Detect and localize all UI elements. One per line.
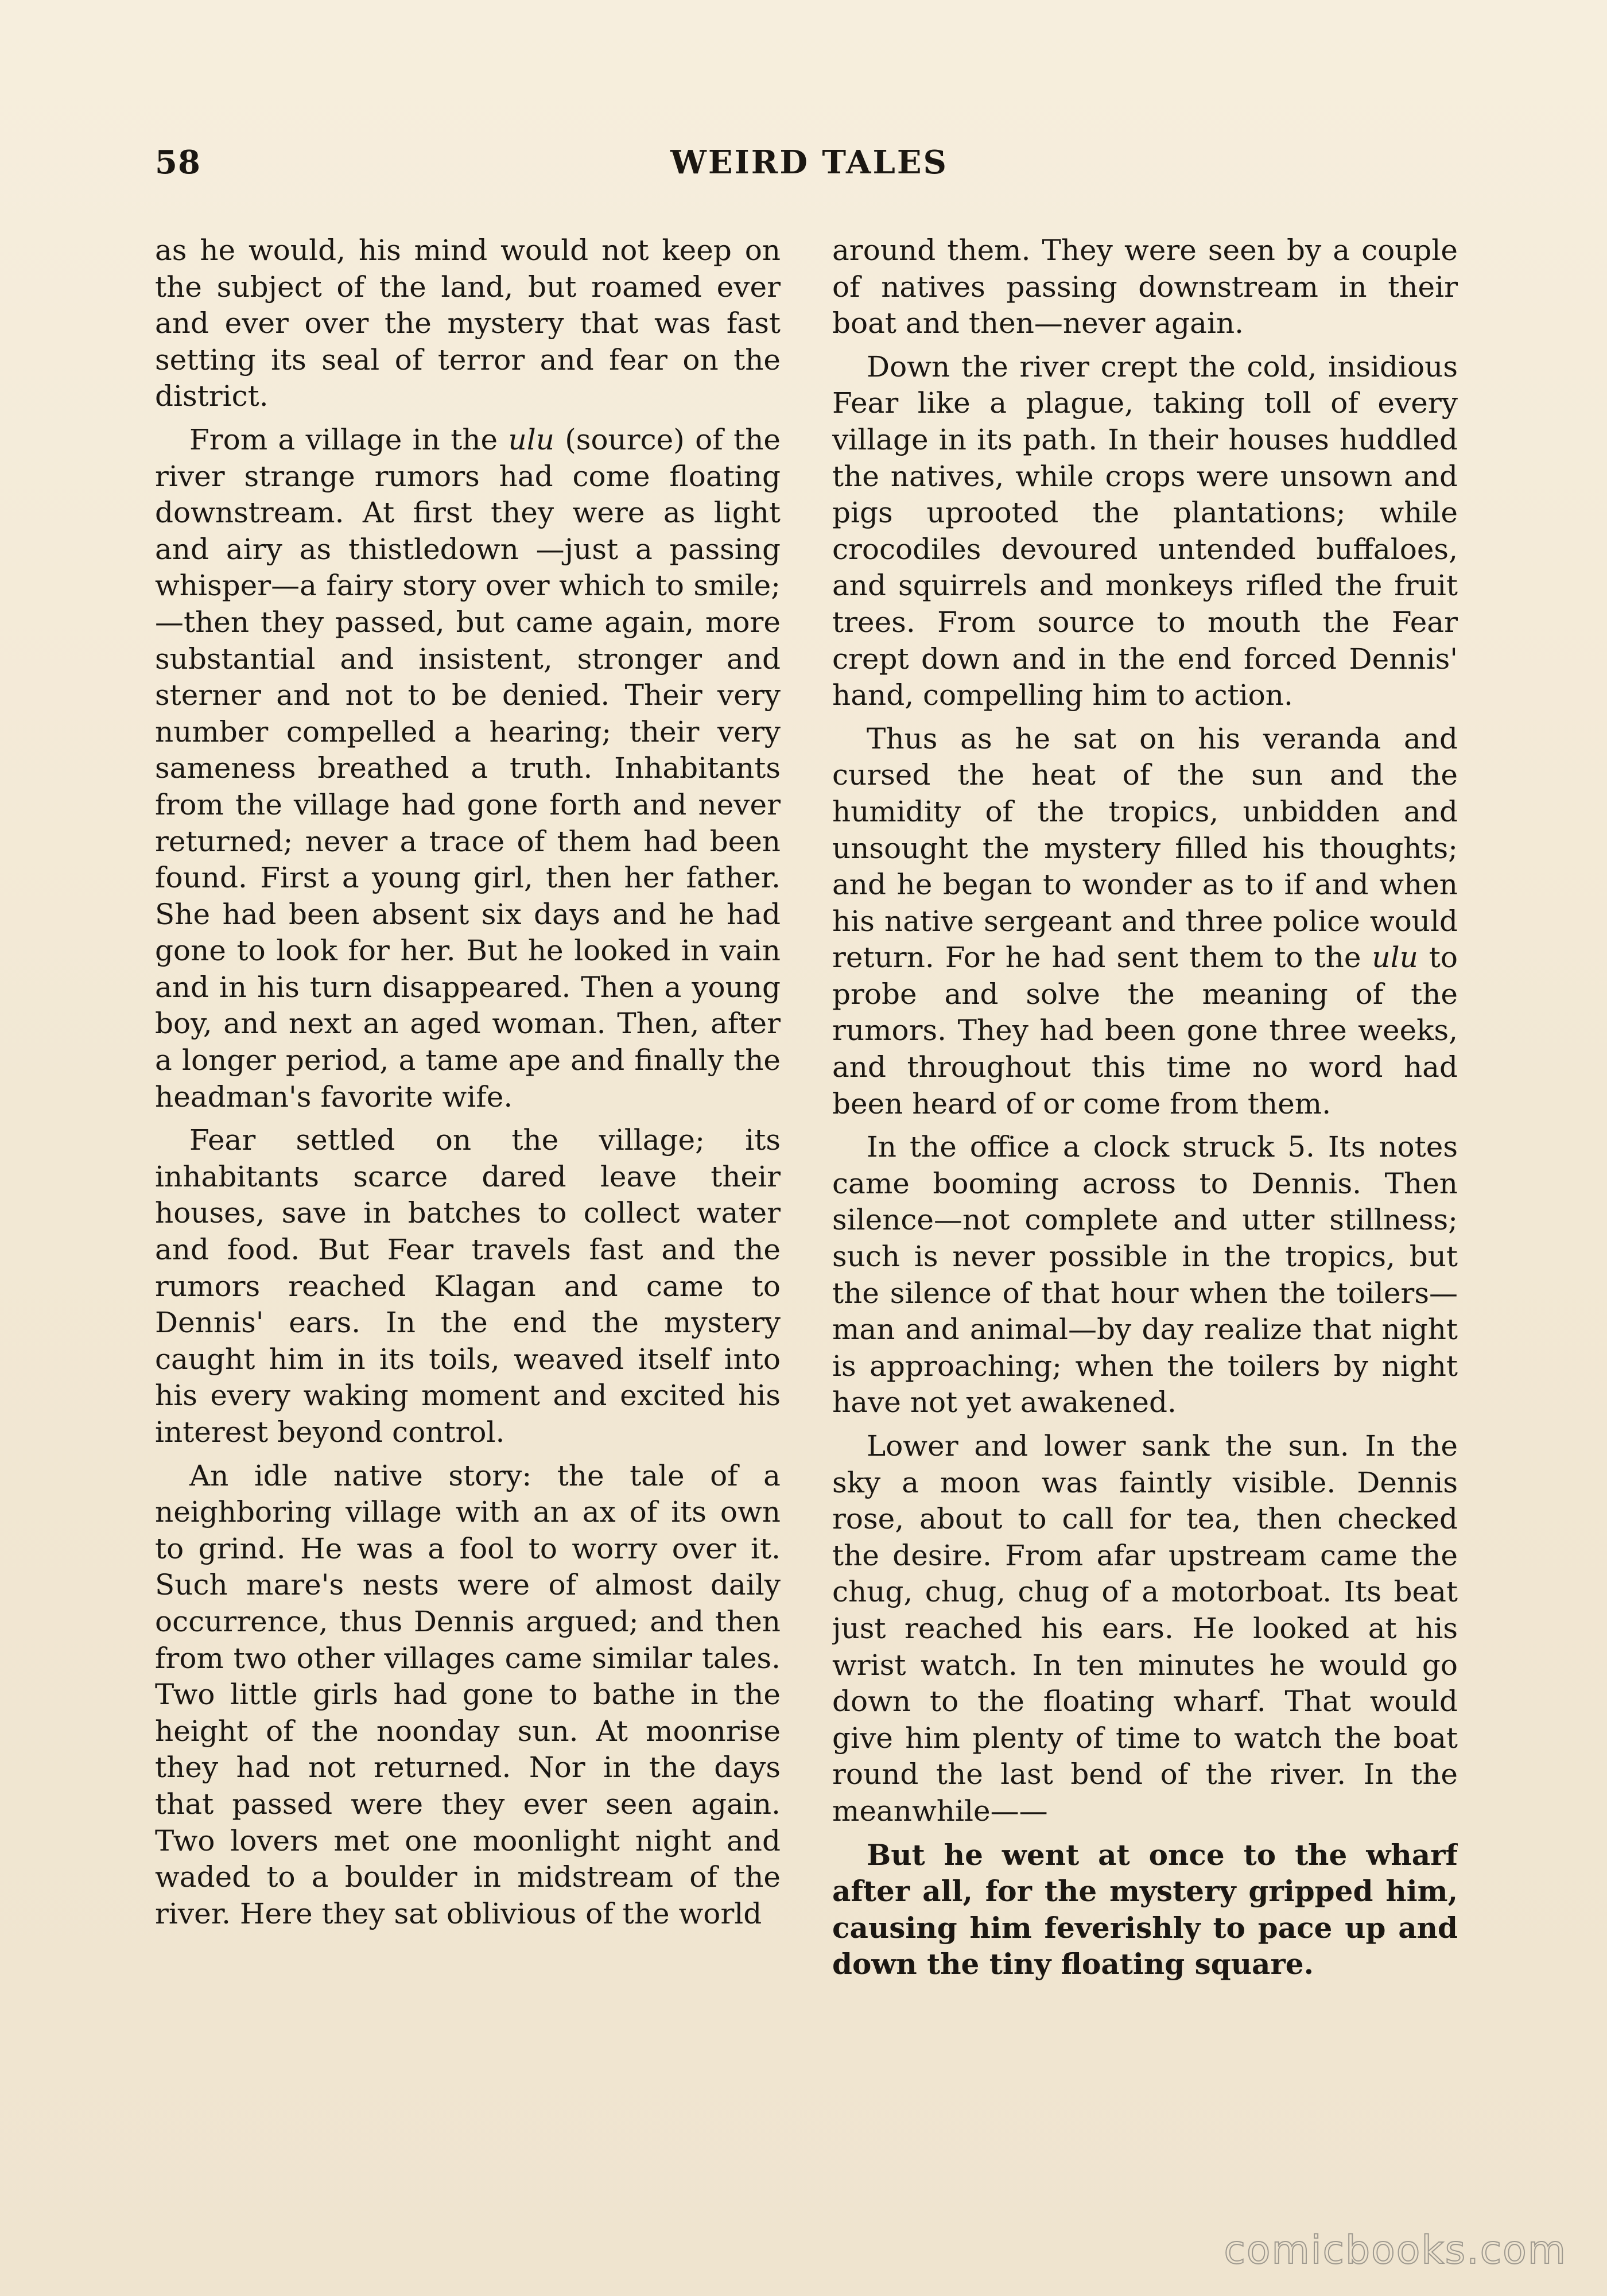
right-paragraph-3-start: Thus as he sat on his veranda and cursed the heat of the sun and the humidity of the tropics, unbidden and unsought the mystery filled his thoughts; and he began to wonder as to if and when his native sergeant and three police would return. For he had sent them to the xyxy=(832,722,1458,975)
left-paragraph-2-start: From a village in the xyxy=(189,422,509,456)
right-paragraph-3 xyxy=(832,721,1458,1123)
watermark-logo: comicbooks.com xyxy=(1224,2228,1567,2273)
right-column xyxy=(832,232,1458,2147)
left-paragraph-2 xyxy=(155,422,781,1115)
page-header xyxy=(155,144,1464,189)
ulu-italic-term: ulu xyxy=(508,422,554,456)
right-paragraph-6: But he went at once to the wharf after all, for the mystery gripped him, causing him feverishly to pace up and down the tiny floating square. xyxy=(832,1837,1458,1981)
running-head-title: WEIRD TALES xyxy=(670,144,948,181)
right-paragraph-3-rest: to probe and solve the meaning of the rumors. They had been gone three weeks, and throughout this time no word had been heard of or come from them. xyxy=(832,941,1458,1120)
left-column xyxy=(155,232,781,2147)
left-paragraph-1: as he would, his mind would not keep on the subject of the land, but roamed ever and ever over the mystery that was fast setting its seal of terror and fear on the district. xyxy=(155,234,781,413)
ulu-italic-term-2: ulu xyxy=(1372,941,1418,975)
right-paragraph-2: Down the river crept the cold, insidious Fear like a plague, taking toll of every village in its path. In their houses huddled the natives, while crops were unsown and pigs uprooted the plantations; while crocodiles devoured untended buffaloes, and squirrels and monkeys rifled the fruit trees. From source to mouth the Fear crept down and in the end forced Dennis' hand, compelling him to action. xyxy=(832,350,1458,712)
left-paragraph-3: Fear settled on the village; its inhabitants scarce dared leave their houses, save in batches to collect water and food. But Fear travels fast and the rumors reached Klagan and came to Dennis' ears. In the end the mystery caught him in its toils, weaved itself into his every waking moment and excited his interest beyond control. xyxy=(155,1123,781,1449)
page-number: 58 xyxy=(155,144,201,181)
left-paragraph-2-rest: (source) of the river strange rumors had come floating downstream. At first they were as light and airy as thistledown —just a passing whisper—a fairy story over which to smile;—then they passed, but came again, more substantial and insistent, stronger and sterner and not to be denied. Their very number compelled a hearing; their very sameness breathed a truth. Inhabitants from the village had gone forth and never returned; never a trace of them had been found. First a young girl, then her father. She had been absent six days and he had gone to look for her. But he looked in vain and in his turn disappeared. Then a young boy, and next an aged woman. Then, after a longer period, a tame ape and finally the headman's favorite wife. xyxy=(155,422,781,1114)
right-paragraph-5: Lower and lower sank the sun. In the sky a moon was faintly visible. Dennis rose, about to call for tea, then checked the desire. From afar upstream came the chug, chug, chug of a motorboat. Its beat just reached his ears. He looked at his wrist watch. In ten minutes he would go down to the floating wharf. That would give him plenty of time to watch the boat round the last bend of the river. In the meanwhile—— xyxy=(832,1429,1458,1828)
left-paragraph-4: An idle native story: the tale of a neighboring village with an ax of its own to grind. He was a fool to worry over it. Such mare's nests were of almost daily occurrence, thus Dennis argued; and then from two other villages came similar tales. Two little girls had gone to bathe in the height of the noonday sun. At moonrise they had not returned. Nor in the days that passed were they ever seen again. Two lovers met one moonlight night and waded to a boulder in midstream of the river. Here they sat oblivious of the world xyxy=(155,1459,781,1930)
right-paragraph-4: In the office a clock struck 5. Its notes came booming across to Dennis. Then silence—not complete and utter stillness; such is never possible in the tropics, but the silence of that hour when the toilers—man and animal—by day realize that night is approaching; when the toilers by night have not yet awakened. xyxy=(832,1130,1458,1420)
right-paragraph-1: around them. They were seen by a couple of natives passing downstream in their boat and then—never again. xyxy=(832,234,1458,340)
